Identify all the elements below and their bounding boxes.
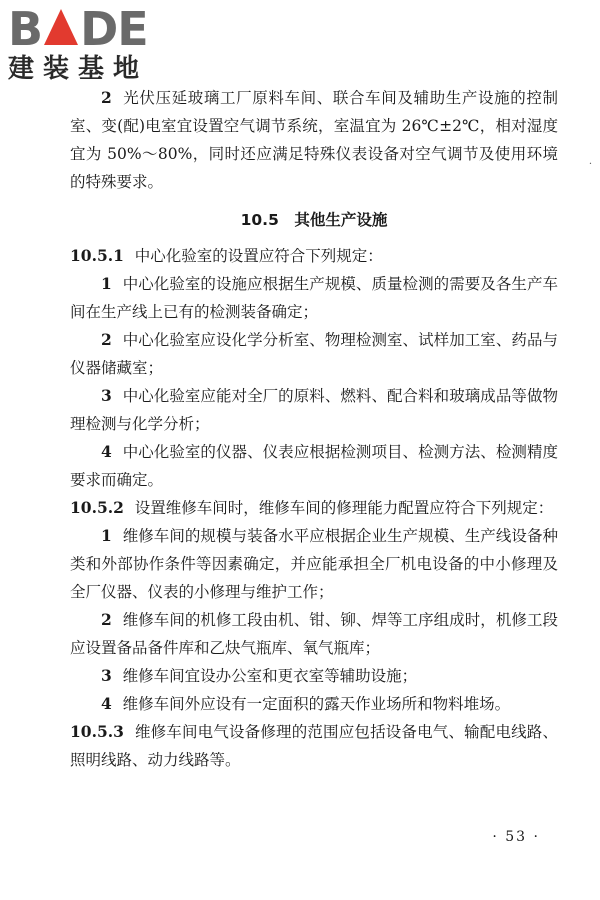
clause-text: 设置维修车间时，维修车间的修理能力配置应符合下列规定： (134, 499, 554, 517)
logo-triangle-icon (44, 9, 78, 45)
clause-number: 10.5.3 (70, 722, 124, 741)
logo-letter-b: B (8, 2, 43, 56)
item-text: 维修车间外应设有一定面积的露天作业场所和物料堆场。 (122, 695, 511, 713)
item-number: 1 (101, 526, 112, 545)
clause-text: 中心化验室的设置应符合下列规定： (134, 247, 383, 265)
section-title: 其他生产设施 (294, 211, 388, 229)
logo-chinese-text: 建装基地 (8, 54, 149, 84)
clause-number: 10.5.2 (70, 498, 124, 517)
item-number: 4 (101, 694, 112, 713)
clause-10-5-2 (70, 494, 558, 522)
item-number: 4 (101, 442, 112, 461)
clause-1-item (70, 326, 558, 382)
clause-1-item (70, 270, 558, 326)
logo-letters-de: DE (80, 2, 148, 56)
clause-10-5-3 (70, 718, 558, 774)
paragraph-item-2 (70, 84, 558, 196)
item-text: 维修车间的机修工段由机、钳、铆、焊等工序组成时，机修工段应设置备品备件库和乙炔气瓶库、氧气瓶库； (70, 611, 558, 657)
item-number: 2 (101, 330, 112, 349)
clause-1-item (70, 382, 558, 438)
item-text: 维修车间宜设办公室和更衣室等辅助设施； (122, 667, 418, 685)
bade-logo (8, 2, 178, 84)
item-text: 中心化验室应能对全厂的原料、燃料、配合料和玻璃成品等做物理检测与化学分析； (70, 387, 558, 433)
clause-2-item (70, 606, 558, 662)
page-number: · 53 · (492, 829, 540, 845)
item-number: 2 (101, 88, 112, 107)
item-number: 3 (101, 386, 112, 405)
clause-2-item (70, 690, 558, 718)
document-body (70, 84, 558, 774)
item-text: 中心化验室的仪器、仪表应根据检测项目、检测方法、检测精度要求而确定。 (70, 443, 558, 489)
clause-1-item (70, 438, 558, 494)
clause-number: 10.5.1 (70, 246, 124, 265)
item-text: 中心化验室应设化学分析室、物理检测室、试样加工室、药品与仪器储藏室； (70, 331, 558, 377)
section-heading (70, 206, 558, 234)
logo-wordmark (8, 2, 178, 56)
section-number: 10.5 (240, 211, 279, 229)
clause-10-5-1 (70, 242, 558, 270)
item-number: 2 (101, 610, 112, 629)
item-text: 光伏压延玻璃工厂原料车间、联合车间及辅助生产设施的控制室、变(配)电室宜设置空气调节系统，室温宜为 26℃±2℃，相对湿度宜为 50%～80%，同时还应满足特殊仪表设备对空气调节及使用环境的特殊要求。 (70, 89, 558, 191)
item-number: 1 (101, 274, 112, 293)
item-text: 维修车间的规模与装备水平应根据企业生产规模、生产线设备种类和外部协作条件等因素确定，并应能承担全厂机电设备的中小修理及全厂仪器、仪表的小修理与维护工作； (70, 527, 558, 601)
clause-2-item (70, 662, 558, 690)
clause-text: 维修车间电气设备修理的范围应包括设备电气、输配电线路、照明线路、动力线路等。 (70, 723, 558, 769)
edge-mark: . (588, 156, 592, 167)
item-text: 中心化验室的设施应根据生产规模、质量检测的需要及各生产车间在生产线上已有的检测装备确定； (70, 275, 558, 321)
item-number: 3 (101, 666, 112, 685)
clause-2-item (70, 522, 558, 606)
